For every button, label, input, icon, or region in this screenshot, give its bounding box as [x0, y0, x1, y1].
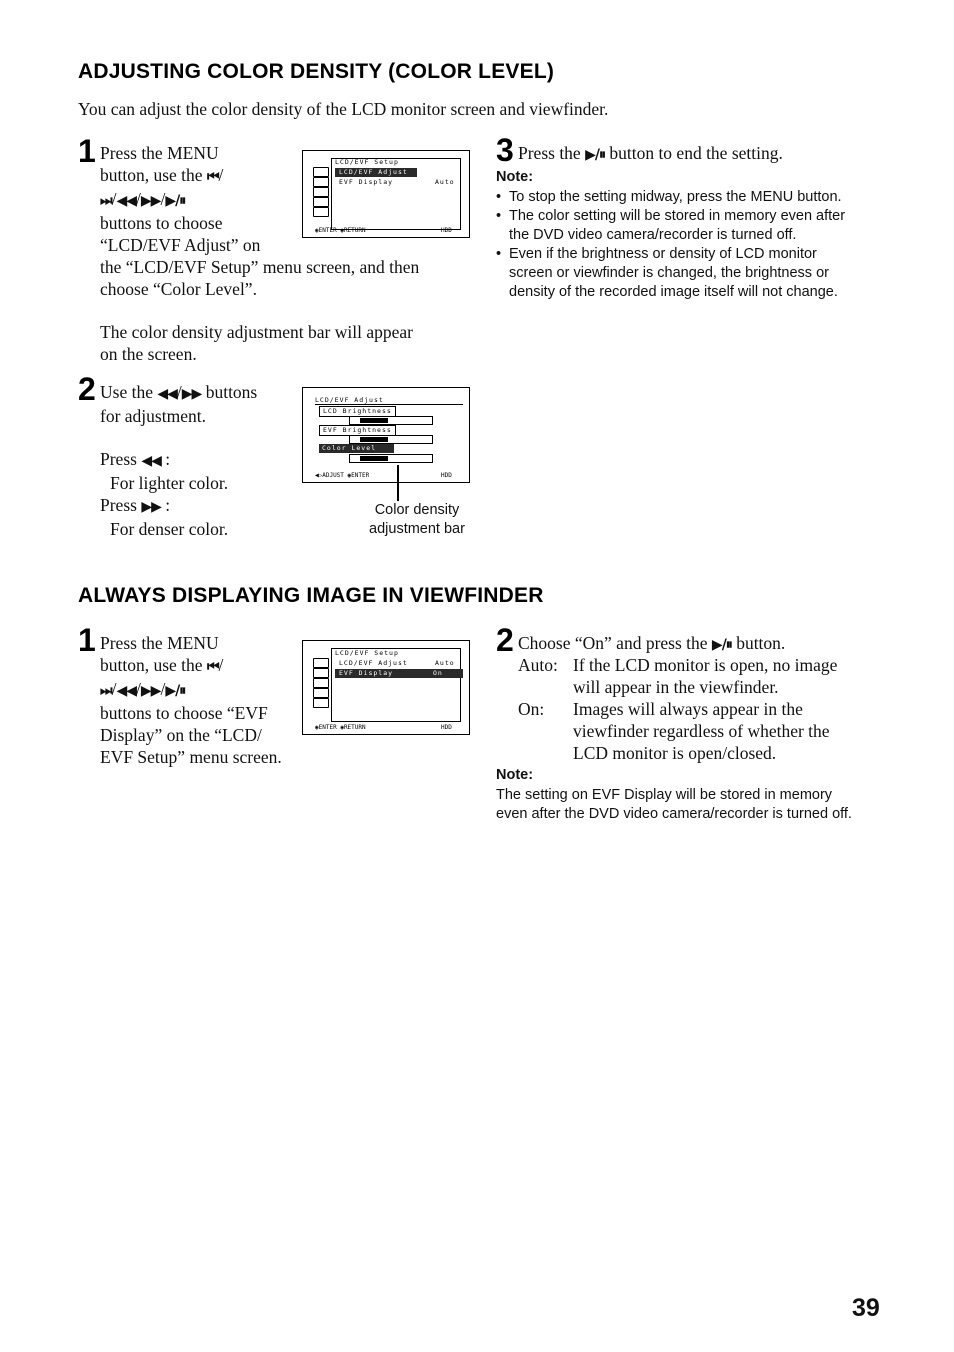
- option-desc-on: [573, 698, 903, 764]
- fast-forward-icon: ▶▶: [140, 683, 161, 699]
- skip-back-icon: ⏮: [206, 659, 219, 675]
- menu-value: Auto: [435, 659, 455, 667]
- display-icon: [313, 197, 329, 207]
- play-pause-icon: ▶/⏸: [165, 193, 186, 209]
- note-line: • To stop the setting midway, press the MENU button.: [509, 189, 842, 205]
- enter-icon: ◉: [347, 472, 352, 479]
- play-pause-icon: ▶/⏸: [585, 147, 605, 163]
- text-line: Press the MENU: [100, 633, 219, 653]
- text-line: “LCD/EVF Adjust” on: [100, 235, 261, 255]
- caption-line: Color density: [374, 502, 460, 518]
- footer-label: RETURN: [343, 227, 366, 234]
- rewind-icon: ◀◀: [157, 386, 177, 402]
- text-line: For lighter color.: [110, 473, 229, 493]
- skip-back-icon: ⏮: [206, 169, 219, 185]
- rewind-icon: ◀◀: [116, 683, 137, 699]
- tool-icon: [313, 207, 329, 217]
- separator: /: [111, 679, 117, 699]
- menu-item-label: EVF Display: [339, 669, 394, 677]
- separator: /: [136, 679, 141, 699]
- text-segment: button.: [736, 633, 786, 653]
- enter-icon: ◉: [315, 227, 319, 234]
- enter-icon: ◉: [315, 724, 319, 731]
- text-line: the “LCD/EVF Setup” menu screen, and then: [100, 257, 420, 277]
- level-fill: [360, 418, 388, 423]
- text-line: EVF Setup” menu screen.: [100, 747, 282, 767]
- return-icon: ◉: [340, 227, 344, 234]
- rewind-icon: ◀◀: [116, 193, 137, 209]
- menu-item-lcd-evf-adjust: LCD/EVF Adjust: [335, 168, 417, 177]
- step3-text: [518, 142, 783, 166]
- mode-label: HDD: [441, 724, 452, 731]
- caption-line: adjustment bar: [369, 521, 465, 537]
- tool-icon: [313, 698, 329, 708]
- fast-forward-icon: ▶▶: [140, 193, 161, 209]
- camera-icon: [313, 658, 329, 668]
- separator: /: [218, 165, 224, 185]
- callout-line: [397, 465, 399, 501]
- note-line: even after the DVD video camera/recorder is turned off.: [496, 806, 852, 822]
- text-line: buttons to choose “EVF: [100, 703, 268, 723]
- step2-text: [100, 381, 300, 540]
- level-bar: [349, 416, 433, 425]
- note-line: • Even if the brightness or density of LCD monitor: [509, 246, 817, 262]
- note-item: [496, 207, 896, 245]
- footer-label: ENTER: [318, 227, 337, 234]
- menu-item-evf-display: EVF Display: [339, 178, 394, 186]
- text-line: Images will always appear in the: [573, 699, 803, 719]
- footer-label: RETURN: [343, 724, 366, 731]
- option-label-on: On:: [518, 699, 545, 719]
- film-icon: [313, 187, 329, 197]
- step-number: 1: [78, 622, 96, 658]
- text-segment: Press: [100, 449, 137, 469]
- text-line: For denser color.: [110, 519, 229, 539]
- text-line: choose “Color Level”.: [100, 279, 257, 299]
- lcd-setup-screen: [302, 150, 470, 238]
- text-line: The color density adjustment bar will appear: [100, 322, 413, 342]
- color-level-bar: [349, 454, 433, 463]
- lcd-adjust-screen: [302, 387, 470, 483]
- disc-icon: [313, 177, 329, 187]
- screen-title: LCD/EVF Setup: [335, 158, 399, 166]
- text-line: Press the MENU: [100, 143, 219, 163]
- disc-icon: [313, 668, 329, 678]
- note-title: Note:: [496, 767, 534, 783]
- rewind-icon: ◀◀: [141, 453, 161, 469]
- text-line: for adjustment.: [100, 406, 206, 426]
- text-line: on the screen.: [100, 344, 197, 364]
- level-fill: [360, 456, 388, 461]
- note-item: [496, 245, 896, 302]
- menu-item-lcd-evf-adjust: LCD/EVF Adjust: [339, 659, 408, 667]
- separator: /: [136, 189, 141, 209]
- separator: /: [176, 382, 182, 402]
- film-icon: [313, 678, 329, 688]
- text-segment: Press: [100, 495, 137, 515]
- screen-title: LCD/EVF Adjust: [315, 396, 384, 404]
- s2-step2-text: [518, 632, 785, 656]
- option-desc-auto: [573, 654, 903, 698]
- page-number: 39: [852, 1294, 880, 1322]
- lcd-setup-screen-evf: [302, 640, 470, 735]
- option-label-auto: Auto:: [518, 655, 558, 675]
- text-line: viewfinder regardless of whether the: [573, 721, 830, 741]
- note-line: The setting on EVF Display will be stored in memory: [496, 787, 833, 803]
- step-number: 1: [78, 133, 96, 169]
- note-text: [496, 786, 916, 824]
- setting-lcd-brightness: LCD Brightness: [319, 406, 396, 417]
- level-bar: [349, 435, 433, 444]
- s2-step1-text: [100, 632, 315, 768]
- setting-color-level: Color Level: [319, 444, 394, 453]
- adjust-icon: ◀▷: [315, 472, 323, 479]
- step-number: 2: [78, 371, 96, 407]
- text-segment: button, use the: [100, 655, 203, 675]
- level-fill: [360, 437, 388, 442]
- step-number: 3: [496, 132, 514, 168]
- play-pause-icon: ▶/⏸: [711, 637, 732, 653]
- separator: /: [160, 679, 166, 699]
- separator: /: [160, 189, 166, 209]
- play-pause-icon: ▶/⏸: [165, 683, 186, 699]
- note-line: screen or viewfinder is changed, the brightness or: [509, 265, 829, 281]
- separator: /: [218, 655, 224, 675]
- note-title: Note:: [496, 169, 534, 185]
- note-item: [496, 188, 896, 207]
- text-segment: Choose “On” and press the: [518, 633, 708, 653]
- step-number: 2: [496, 622, 514, 658]
- text-segment: Use the: [100, 382, 153, 402]
- text-line: LCD monitor is open/closed.: [573, 743, 777, 763]
- menu-value-selected: On: [429, 669, 461, 678]
- footer-label: ADJUST: [322, 472, 344, 479]
- fast-forward-icon: ▶▶: [181, 386, 202, 402]
- section-title-color-level: ADJUSTING COLOR DENSITY (COLOR LEVEL): [78, 60, 555, 83]
- skip-forward-icon: ⏭: [100, 683, 112, 699]
- display-icon: [313, 688, 329, 698]
- mode-label: HDD: [441, 472, 452, 479]
- note-line: the DVD video camera/recorder is turned off.: [509, 227, 797, 243]
- section-title-viewfinder: ALWAYS DISPLAYING IMAGE IN VIEWFINDER: [78, 584, 544, 607]
- note-line: • The color setting will be stored in memory even after: [509, 208, 846, 224]
- note-list: [496, 188, 896, 302]
- skip-forward-icon: ⏭: [100, 193, 112, 209]
- text-line: Display” on the “LCD/: [100, 725, 262, 745]
- text-segment: button, use the: [100, 165, 203, 185]
- separator: /: [111, 189, 117, 209]
- return-icon: ◉: [340, 724, 344, 731]
- menu-value: Auto: [435, 178, 455, 186]
- camera-icon: [313, 167, 329, 177]
- text-segment: :: [165, 495, 171, 515]
- text-segment: Press the: [518, 143, 581, 163]
- text-segment: :: [165, 449, 171, 469]
- screen-title: LCD/EVF Setup: [335, 649, 399, 657]
- text-line: buttons to choose: [100, 213, 223, 233]
- text-segment: buttons: [205, 382, 258, 402]
- footer-label: ENTER: [318, 724, 337, 731]
- fast-forward-icon: ▶▶: [141, 499, 161, 515]
- text-line: will appear in the viewfinder.: [573, 677, 779, 697]
- footer-label: ENTER: [351, 472, 370, 479]
- callout-caption: [352, 501, 482, 539]
- setting-evf-brightness: EVF Brightness: [319, 425, 396, 436]
- text-segment: button to end the setting.: [609, 143, 783, 163]
- text-line: If the LCD monitor is open, no image: [573, 655, 838, 675]
- section-intro: You can adjust the color density of the LCD monitor screen and viewfinder.: [78, 99, 609, 119]
- mode-label: HDD: [441, 227, 452, 234]
- note-line: density of the recorded image itself will not change.: [509, 284, 838, 300]
